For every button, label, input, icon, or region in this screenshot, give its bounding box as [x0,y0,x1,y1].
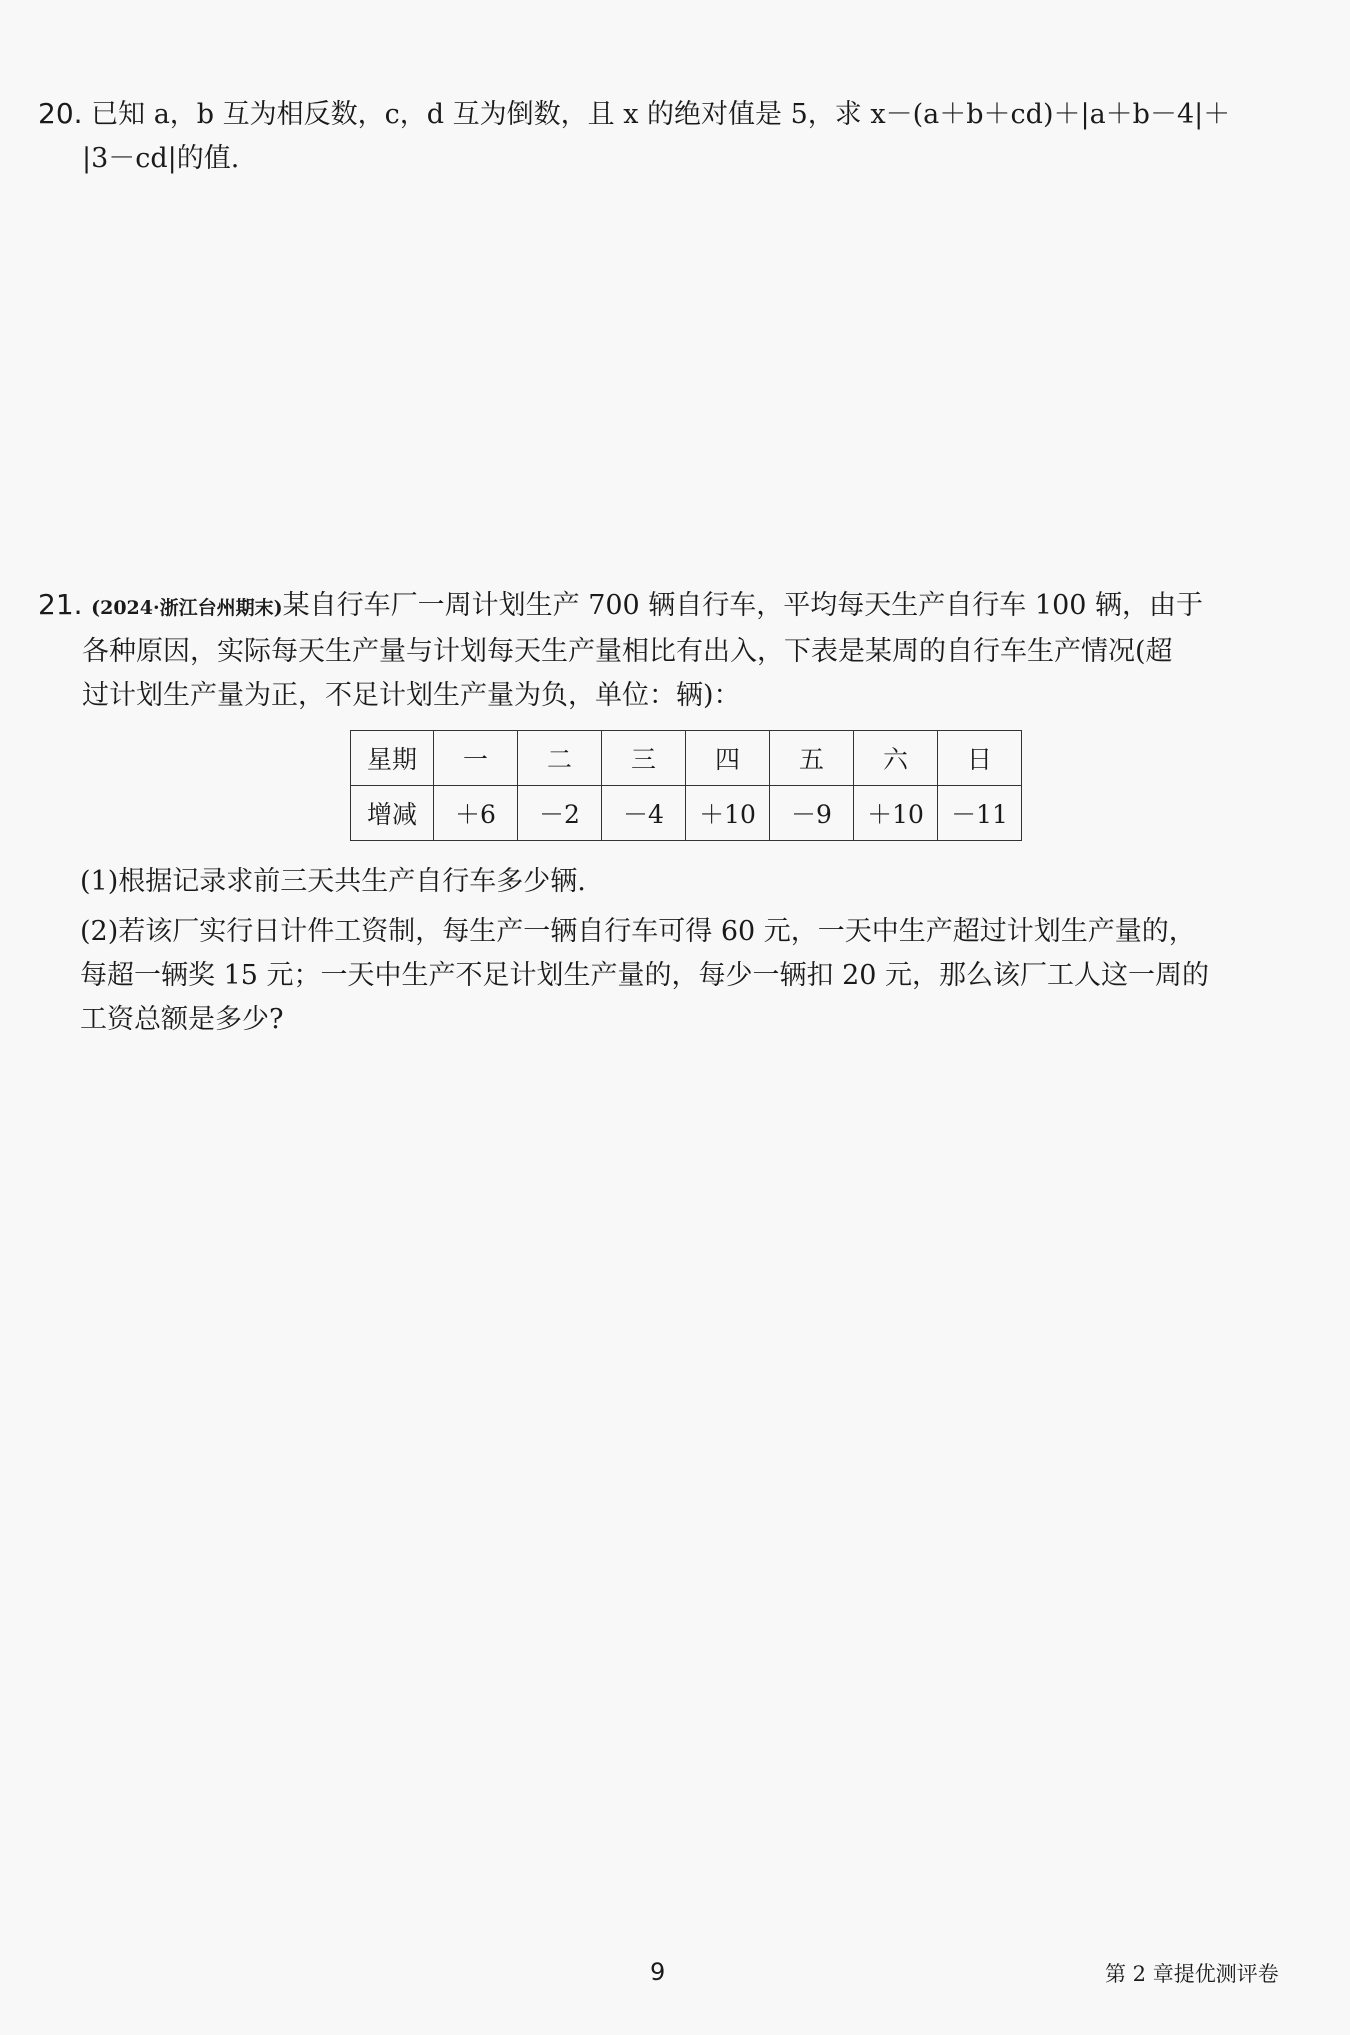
question-20 [38,92,1298,181]
table-cell-day: 六 [854,731,938,786]
table-header-change: 增减 [351,786,434,841]
question-21-number: 21. [38,588,83,621]
table-cell-day: 三 [602,731,686,786]
chapter-title: 第 2 章提优测评卷 [1105,1962,1279,1986]
table-header-weekday: 星期 [351,731,434,786]
question-21-line-2: 各种原因，实际每天生产量与计划每天生产量相比有出入，下表是某周的自行车生产情况(超 [82,636,1173,667]
question-20-line-2: |3－cd|的值. [82,143,240,174]
table-cell-change: －4 [602,786,686,841]
page-number: 9 [650,1958,666,1986]
table-cell-day: 五 [770,731,854,786]
sub-question-1: (1)根据记录求前三天共生产自行车多少辆. [80,866,586,897]
table-cell-day: 日 [938,731,1022,786]
table-row-changes [351,786,1022,841]
table-cell-change: ＋6 [434,786,518,841]
table-cell-change: ＋10 [686,786,770,841]
sub-question-2-line-1: (2)若该厂实行日计件工资制，每生产一辆自行车可得 60 元，一天中生产超过计划生产量的， [80,916,1196,947]
question-21-line-1 [38,583,1298,630]
table-cell-change: ＋10 [854,786,938,841]
question-20-text-1: 已知 a，b 互为相反数，c，d 互为倒数，且 x 的绝对值是 5，求 x－(a＋b＋cd)＋|a＋b－4|＋ [91,99,1231,130]
question-21-line-3: 过计划生产量为正，不足计划生产量为负，单位：辆)： [82,680,741,711]
table-row-days [351,731,1022,786]
sub-question-2 [80,910,1300,1042]
table-cell-day: 二 [518,731,602,786]
table-cell-change: －9 [770,786,854,841]
table-cell-day: 四 [686,731,770,786]
sub-question-2-line-3: 工资总额是多少? [80,1004,284,1035]
question-21-source: (2024·浙江台州期末) [91,597,283,619]
production-table [350,730,1022,841]
question-21 [38,583,1298,718]
table-cell-change: －11 [938,786,1022,841]
question-20-number: 20. [38,97,83,130]
table-cell-day: 一 [434,731,518,786]
table-cell-change: －2 [518,786,602,841]
question-21-text-1: 某自行车厂一周计划生产 700 辆自行车，平均每天生产自行车 100 辆，由于 [282,590,1204,621]
sub-question-2-line-2: 每超一辆奖 15 元；一天中生产不足计划生产量的，每少一辆扣 20 元，那么该厂工人这一周的 [80,960,1210,991]
question-20-line-1 [38,92,1298,137]
